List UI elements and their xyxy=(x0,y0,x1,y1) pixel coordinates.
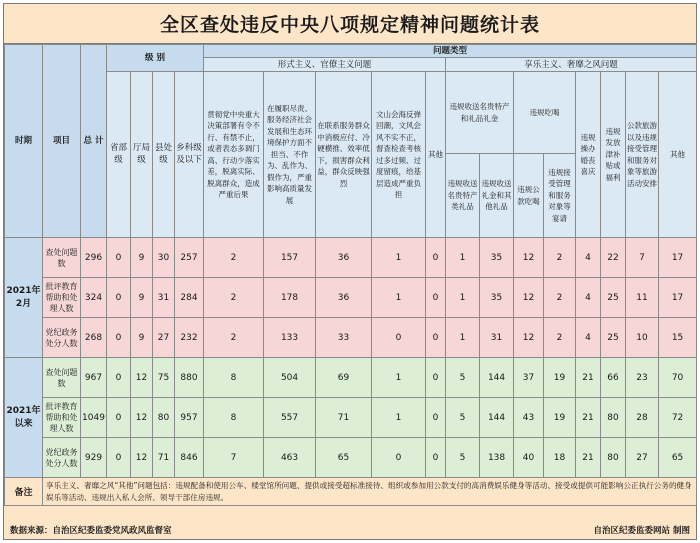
header-wedding-funeral: 违规操办婚丧喜庆 xyxy=(576,72,601,238)
header-formalism-col-4: 文山会海反弹回潮，文风会风不实不正，督查检查考核过多过频、过度留痕，给基层造成严重负担 xyxy=(372,72,426,238)
data-cell: 268 xyxy=(81,318,107,358)
data-cell: 7 xyxy=(204,438,264,478)
data-cell: 0 xyxy=(372,438,426,478)
data-cell: 65 xyxy=(316,438,372,478)
data-cell: 21 xyxy=(576,398,601,438)
data-cell: 12 xyxy=(131,398,153,438)
note-label: 备注 xyxy=(5,478,43,506)
header-period: 时期 xyxy=(5,45,43,238)
header-level-county: 县处级 xyxy=(153,72,175,238)
data-cell: 1 xyxy=(372,238,426,278)
data-cell: 72 xyxy=(659,398,697,438)
header-formalism-group: 形式主义、官僚主义问题 xyxy=(204,58,446,72)
period-cell: 2021年2月 xyxy=(5,238,43,358)
data-cell: 846 xyxy=(175,438,204,478)
data-cell: 0 xyxy=(426,358,446,398)
data-cell: 0 xyxy=(426,398,446,438)
data-cell: 33 xyxy=(316,318,372,358)
data-cell: 138 xyxy=(480,438,514,478)
header-formalism-col-2: 在履职尽责、服务经济社会发展和生态环境保护方面不担当、不作为、乱作为、假作为，严重影响高质量发展 xyxy=(264,72,316,238)
note-text: 享乐主义、奢靡之风“其他”问题包括：违规配备和使用公车、楼堂馆所问题、提供或接受超标准接待、组织或参加用公款支付的高消费娱乐健身等活动、接受或提供可能影响公正执行公务的健身娱乐等活动、违规出入私人会所、领导干部住房违规。 xyxy=(43,478,697,506)
data-cell: 0 xyxy=(107,238,131,278)
header-problem-type: 问题类型 xyxy=(204,45,697,58)
data-cell: 1 xyxy=(372,358,426,398)
header-gift-money: 违规收送礼金和其他礼品 xyxy=(480,154,514,238)
data-cell: 37 xyxy=(514,358,544,398)
data-cell: 144 xyxy=(480,398,514,438)
data-cell: 2 xyxy=(544,238,576,278)
header-dining-public: 违规公款吃喝 xyxy=(514,154,544,238)
data-cell: 5 xyxy=(446,398,480,438)
data-cell: 80 xyxy=(601,438,626,478)
header-hedonism-other: 其他 xyxy=(659,72,697,238)
data-cell: 296 xyxy=(81,238,107,278)
header-hedonism-group: 享乐主义、奢靡之风问题 xyxy=(446,58,697,72)
data-cell: 8 xyxy=(204,358,264,398)
header-total: 总 计 xyxy=(81,45,107,238)
data-cell: 2 xyxy=(544,278,576,318)
data-cell: 65 xyxy=(659,438,697,478)
data-cell: 75 xyxy=(153,358,175,398)
data-cell: 463 xyxy=(264,438,316,478)
header-dining-banquet: 违规接受管理和服务对象等宴请 xyxy=(544,154,576,238)
data-cell: 957 xyxy=(175,398,204,438)
stats-table xyxy=(4,44,697,506)
data-cell: 35 xyxy=(480,278,514,318)
data-cell: 4 xyxy=(576,238,601,278)
data-cell: 12 xyxy=(514,278,544,318)
data-cell: 1 xyxy=(372,278,426,318)
data-cell: 2 xyxy=(544,318,576,358)
data-cell: 2 xyxy=(204,318,264,358)
data-cell: 70 xyxy=(659,358,697,398)
data-cell: 43 xyxy=(514,398,544,438)
data-cell: 0 xyxy=(107,278,131,318)
data-cell: 27 xyxy=(153,318,175,358)
data-cell: 80 xyxy=(153,398,175,438)
data-cell: 1 xyxy=(446,318,480,358)
data-cell: 9 xyxy=(131,238,153,278)
data-source: 数据来源：自治区纪委监委党风政风监督室 xyxy=(10,526,172,536)
page-title: 全区查处违反中央八项规定精神问题统计表 xyxy=(4,4,696,44)
data-cell: 19 xyxy=(544,398,576,438)
data-cell: 66 xyxy=(601,358,626,398)
data-cell: 0 xyxy=(426,278,446,318)
stats-sheet xyxy=(3,3,697,540)
row-item-label: 批评教育帮助和处理人数 xyxy=(43,398,81,438)
data-cell: 40 xyxy=(514,438,544,478)
data-cell: 69 xyxy=(316,358,372,398)
data-cell: 557 xyxy=(264,398,316,438)
data-cell: 504 xyxy=(264,358,316,398)
chart-maker: 自治区纪委监委网站 制图 xyxy=(593,526,690,536)
header-level-township: 乡科级及以下 xyxy=(175,72,204,238)
row-item-label: 批评教育帮助和处理人数 xyxy=(43,278,81,318)
header-level-group: 级 别 xyxy=(107,45,204,72)
data-cell: 12 xyxy=(514,318,544,358)
header-allowance: 违规发放津补贴或福利 xyxy=(601,72,626,238)
data-cell: 28 xyxy=(626,398,659,438)
data-cell: 7 xyxy=(626,238,659,278)
data-cell: 5 xyxy=(446,438,480,478)
data-cell: 71 xyxy=(153,438,175,478)
header-level-bureau: 厅局级 xyxy=(131,72,153,238)
row-item-label: 查处问题数 xyxy=(43,238,81,278)
data-cell: 19 xyxy=(544,358,576,398)
data-cell: 0 xyxy=(107,438,131,478)
data-cell: 25 xyxy=(601,278,626,318)
data-cell: 22 xyxy=(601,238,626,278)
data-cell: 257 xyxy=(175,238,204,278)
row-item-label: 查处问题数 xyxy=(43,358,81,398)
data-cell: 324 xyxy=(81,278,107,318)
data-cell: 9 xyxy=(131,278,153,318)
data-cell: 0 xyxy=(107,358,131,398)
header-gift-specialty: 违规收送名贵特产类礼品 xyxy=(446,154,480,238)
period-cell: 2021年以来 xyxy=(5,358,43,478)
header-level-province: 省部级 xyxy=(107,72,131,238)
data-cell: 4 xyxy=(576,318,601,358)
data-cell: 0 xyxy=(107,398,131,438)
header-formalism-other: 其他 xyxy=(426,72,446,238)
data-cell: 36 xyxy=(316,238,372,278)
data-cell: 21 xyxy=(576,358,601,398)
data-cell: 1049 xyxy=(81,398,107,438)
data-cell: 1 xyxy=(372,398,426,438)
data-cell: 4 xyxy=(576,278,601,318)
data-cell: 880 xyxy=(175,358,204,398)
data-cell: 12 xyxy=(514,238,544,278)
row-item-label: 党纪政务处分人数 xyxy=(43,438,81,478)
data-cell: 0 xyxy=(426,438,446,478)
data-cell: 232 xyxy=(175,318,204,358)
data-cell: 8 xyxy=(204,398,264,438)
data-cell: 35 xyxy=(480,238,514,278)
data-cell: 36 xyxy=(316,278,372,318)
data-cell: 5 xyxy=(446,358,480,398)
header-formalism-col-3: 在联系服务群众中消极应付、冷硬横推、效率低下，损害群众利益，群众反映强烈 xyxy=(316,72,372,238)
data-cell: 929 xyxy=(81,438,107,478)
data-cell: 21 xyxy=(576,438,601,478)
data-cell: 1 xyxy=(446,278,480,318)
data-cell: 157 xyxy=(264,238,316,278)
data-cell: 30 xyxy=(153,238,175,278)
data-cell: 0 xyxy=(372,318,426,358)
data-cell: 31 xyxy=(480,318,514,358)
data-cell: 178 xyxy=(264,278,316,318)
data-cell: 17 xyxy=(659,238,697,278)
row-item-label: 党纪政务处分人数 xyxy=(43,318,81,358)
data-cell: 31 xyxy=(153,278,175,318)
data-cell: 15 xyxy=(659,318,697,358)
data-cell: 0 xyxy=(107,318,131,358)
data-cell: 71 xyxy=(316,398,372,438)
data-cell: 284 xyxy=(175,278,204,318)
header-travel: 公款旅游以及违规接受管理和服务对象等旅游活动安排 xyxy=(626,72,659,238)
data-cell: 11 xyxy=(626,278,659,318)
data-cell: 17 xyxy=(659,278,697,318)
data-cell: 25 xyxy=(601,318,626,358)
header-item: 项目 xyxy=(43,45,81,238)
footer xyxy=(4,521,696,539)
data-cell: 2 xyxy=(204,238,264,278)
data-cell: 144 xyxy=(480,358,514,398)
data-cell: 9 xyxy=(131,318,153,358)
header-gift-group: 违规收送名贵特产和礼品礼金 xyxy=(446,72,514,154)
data-cell: 967 xyxy=(81,358,107,398)
data-cell: 0 xyxy=(426,318,446,358)
data-cell: 0 xyxy=(426,238,446,278)
data-cell: 27 xyxy=(626,438,659,478)
data-cell: 1 xyxy=(446,238,480,278)
data-cell: 18 xyxy=(544,438,576,478)
header-formalism-col-1: 贯彻党中央重大决策部署有令不行、有禁不止，或者表态多调门高、行动少落实差，脱离实际、脱离群众，造成严重后果 xyxy=(204,72,264,238)
data-cell: 10 xyxy=(626,318,659,358)
data-cell: 23 xyxy=(626,358,659,398)
header-dining-group: 违规吃喝 xyxy=(514,72,576,154)
data-cell: 80 xyxy=(601,398,626,438)
data-cell: 12 xyxy=(131,358,153,398)
data-cell: 2 xyxy=(204,278,264,318)
data-cell: 133 xyxy=(264,318,316,358)
data-cell: 12 xyxy=(131,438,153,478)
